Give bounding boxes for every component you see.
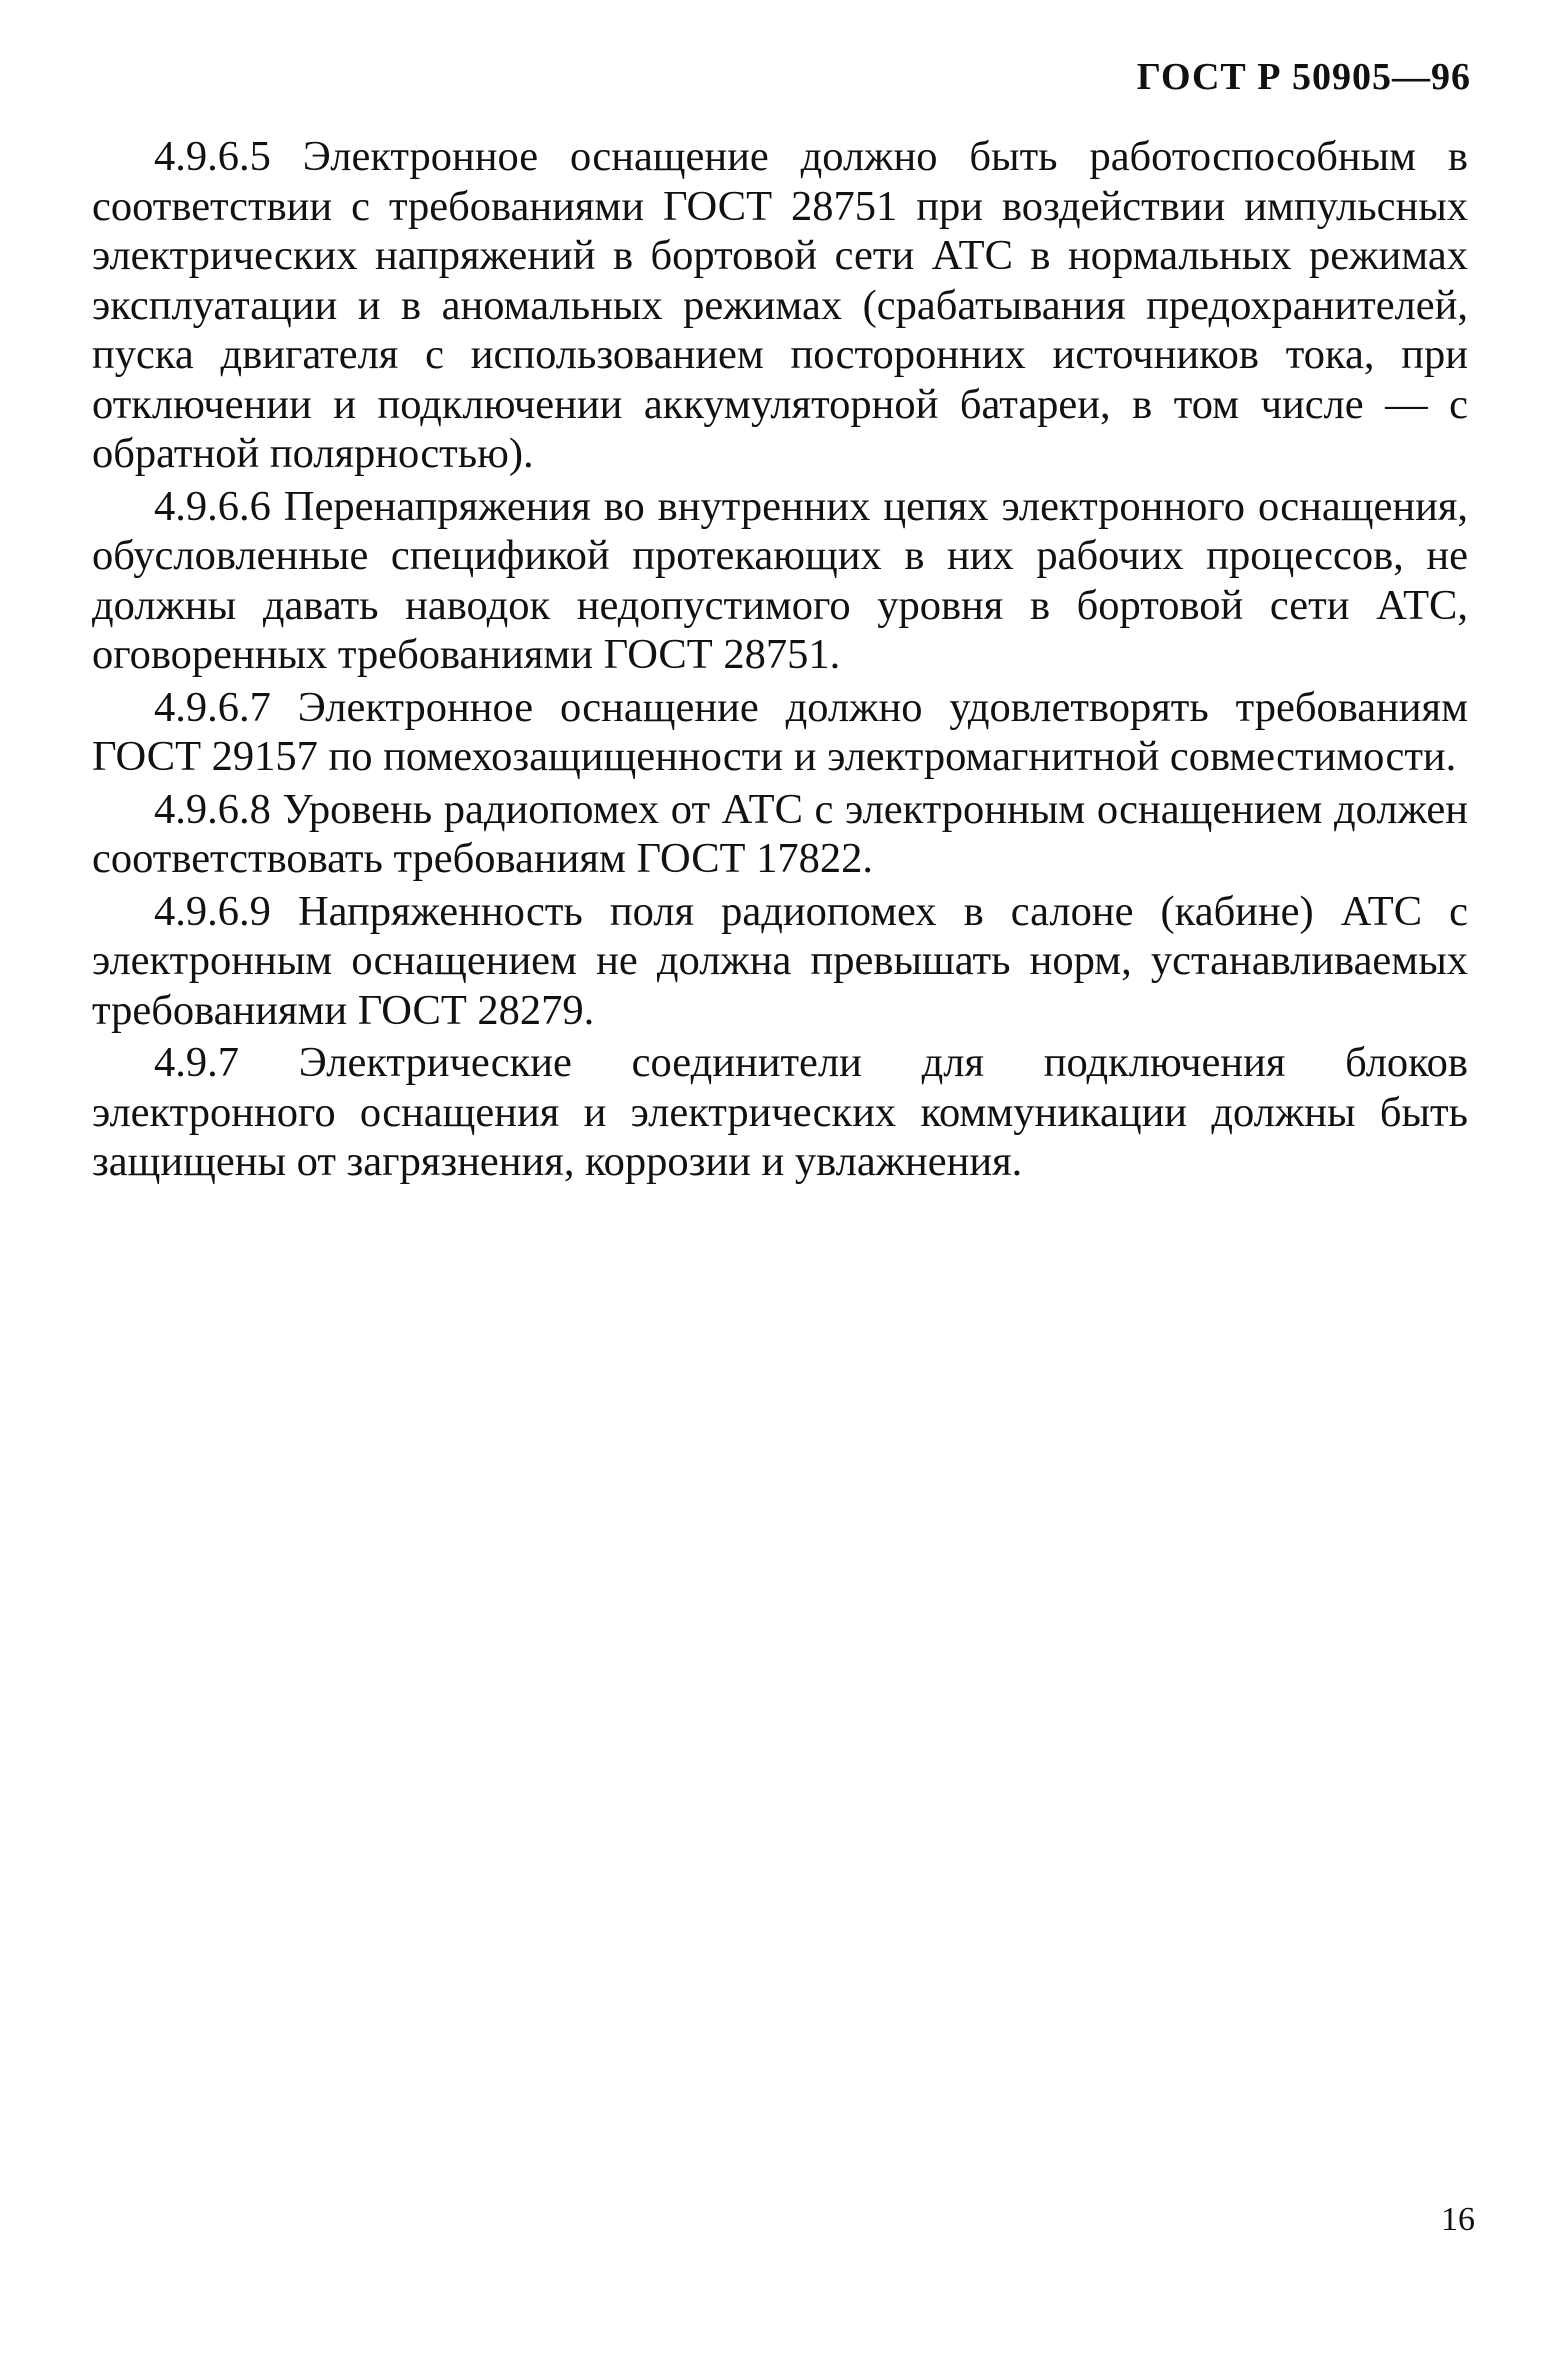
paragraph-4-9-6-6: 4.9.6.6 Перенапряжения во внутренних цепях электронного оснащения, обусловленные спецификой протекающих в них рабочих процессов, не должны давать наводок недопустимого уровня в бортовой сети АТС, оговоренных требованиями ГОСТ 28751. bbox=[92, 482, 1468, 678]
page-number: 16 bbox=[1441, 2201, 1475, 2238]
paragraph-4-9-6-9: 4.9.6.9 Напряженность поля радиопомех в салоне (кабине) АТС с электронным оснащением не должна превышать норм, устанавливаемых требованиями ГОСТ 28279. bbox=[92, 887, 1468, 1034]
document-body bbox=[92, 132, 1468, 1190]
paragraph-4-9-6-5: 4.9.6.5 Электронное оснащение должно быть работоспособным в соответствии с требованиями ГОСТ 28751 при воздействии импульсных электрических напряжений в бортовой сети АТС в нормальных режимах эксплуатации и в аномальных режимах (срабатывания предохранителей, пуска двигателя с использованием посторонних источников тока, при отключении и подключении аккумуляторной батареи, в том числе — с обратной полярностью). bbox=[92, 133, 1468, 477]
paragraph-4-9-6-7: 4.9.6.7 Электронное оснащение должно удовлетворять требованиям ГОСТ 29157 по помехозащищенности и электромагнитной совместимости. bbox=[92, 683, 1468, 780]
paragraph-4-9-7: 4.9.7 Электрические соединители для подключения блоков электронного оснащения и электрических коммуникации должны быть защищены от загрязнения, коррозии и увлажнения. bbox=[92, 1039, 1468, 1185]
document-code-header: ГОСТ Р 50905—96 bbox=[1136, 56, 1471, 98]
paragraph-4-9-6-8: 4.9.6.8 Уровень радиопомех от АТС с электронным оснащением должен соответствовать требованиям ГОСТ 17822. bbox=[92, 785, 1468, 882]
